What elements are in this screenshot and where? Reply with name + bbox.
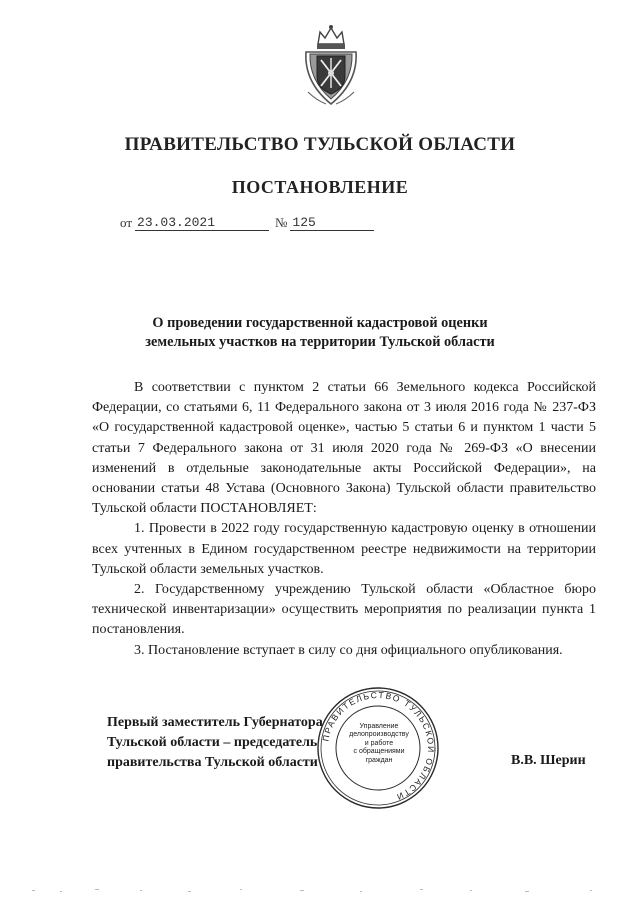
signer-title-line: правительства Тульской области (107, 755, 318, 770)
stamp-line: Управление (359, 723, 399, 730)
signer-title-line: Первый заместитель Губернатора (107, 715, 323, 730)
date-label: от (120, 215, 133, 230)
stamp-line: и работе (364, 739, 394, 747)
document-meta (120, 215, 374, 231)
stamp-ring-text: ПРАВИТЕЛЬСТВО ТУЛЬСКОЙ ОБЛАСТИ (320, 689, 437, 803)
government-title: ПРАВИТЕЛЬСТВО ТУЛЬСКОЙ ОБЛАСТИ (124, 134, 516, 155)
stamp-center-text (336, 723, 422, 765)
preamble-paragraph: В соответствии с пунктом 2 статьи 66 Земельного кодекса Российской Федерации, со статьями 6, 11 Федерального закона от 3 июля 2016 года № 237-ФЗ «О государственной кадастровой оценке», частью 5 статьи 6 и пунктом 1 части 5 статьи 7 Федерального закона от 31 июля 2020 года № 269-ФЗ «О внесении изменений в отдельные законодательные акты Российской Федерации», на основании статьи 48 Устава (Основного Закона) Тульской области правительство Тульской области ПОСТАНОВЛЯЕТ: (92, 380, 596, 517)
resolution-item: 2. Государственному учреждению Тульской области «Областное бюро технической инвентаризации» осуществить мероприятия по реализации пункта 1 постановления. (92, 582, 596, 638)
signer-title-line: Тульской области – председатель (107, 735, 318, 750)
subject-line: земельных участков на территории Тульской области (145, 334, 495, 350)
signer-title (107, 713, 323, 773)
signer-name: В.В. Шерин (511, 753, 586, 768)
scan-artifact (0, 880, 640, 900)
document-subject (0, 314, 640, 352)
stamp-line: граждан (365, 756, 393, 764)
document-number: 125 (290, 216, 374, 231)
stamp-line: с обращениями (353, 748, 405, 756)
document-body (92, 378, 596, 661)
resolution-item: 3. Постановление вступает в силу со дня официального опубликования. (134, 642, 563, 658)
resolution-item: 1. Провести в 2022 году государственную кадастровую оценку в отношении всех учтенных в Едином государственном реестре недвижимости на территории Тульской области земельных участков. (92, 521, 596, 577)
subject-line: О проведении государственной кадастровой оценки (152, 315, 488, 331)
document-type: ПОСТАНОВЛЕНИЕ (231, 177, 409, 197)
document-date: 23.03.2021 (135, 216, 269, 231)
tula-coat-of-arms-icon (300, 22, 362, 108)
stamp-line: делопроизводству (349, 731, 409, 739)
number-label: № (275, 215, 288, 230)
